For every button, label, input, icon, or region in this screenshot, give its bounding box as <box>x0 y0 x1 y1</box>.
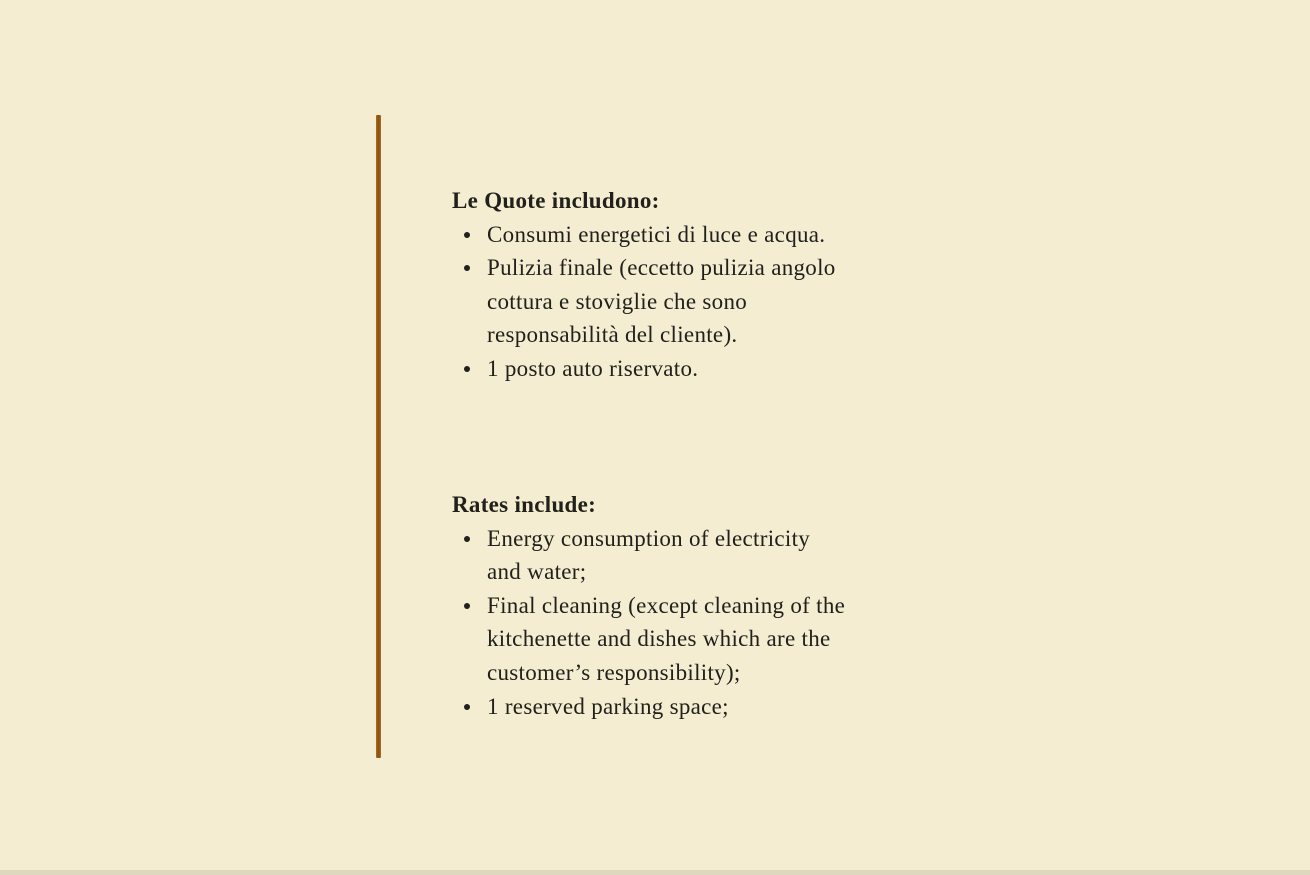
vertical-accent-rule <box>376 115 381 758</box>
bullet-list-english <box>452 522 922 724</box>
section-heading-english: Rates include: <box>452 492 597 517</box>
list-item-line: Pulizia finale (eccetto pulizia angolo <box>487 255 836 281</box>
list-item-line: responsabilità del cliente). <box>487 322 738 348</box>
list-item <box>452 589 922 690</box>
list-item-line: 1 reserved parking space; <box>487 693 729 719</box>
list-item-line: Consumi energetici di luce e acqua. <box>487 221 826 247</box>
list-item-line: Energy consumption of electricity <box>487 525 811 551</box>
list-item <box>452 218 922 252</box>
list-item-line: Final cleaning (except cleaning of the <box>487 592 846 618</box>
list-item <box>452 251 922 352</box>
bullet-icon <box>464 265 470 271</box>
section-rates-italian <box>452 184 922 386</box>
list-item <box>452 352 922 386</box>
bullet-icon <box>464 603 470 609</box>
list-item-line: customer’s responsibility); <box>487 659 741 685</box>
list-item-line: cottura e stoviglie che sono <box>487 288 748 314</box>
bullet-list-italian <box>452 218 922 386</box>
bullet-icon <box>464 366 470 372</box>
list-item <box>452 522 922 589</box>
section-rates-english <box>452 488 922 723</box>
list-item <box>452 690 922 724</box>
bullet-icon <box>464 536 470 542</box>
list-item-line: and water; <box>487 559 587 585</box>
bullet-icon <box>464 704 470 710</box>
bullet-icon <box>464 232 470 238</box>
bottom-edge-strip <box>0 870 1310 875</box>
list-item-line: 1 posto auto riservato. <box>487 355 699 381</box>
section-heading-italian: Le Quote includono: <box>452 188 660 213</box>
list-item-line: kitchenette and dishes which are the <box>487 626 831 652</box>
